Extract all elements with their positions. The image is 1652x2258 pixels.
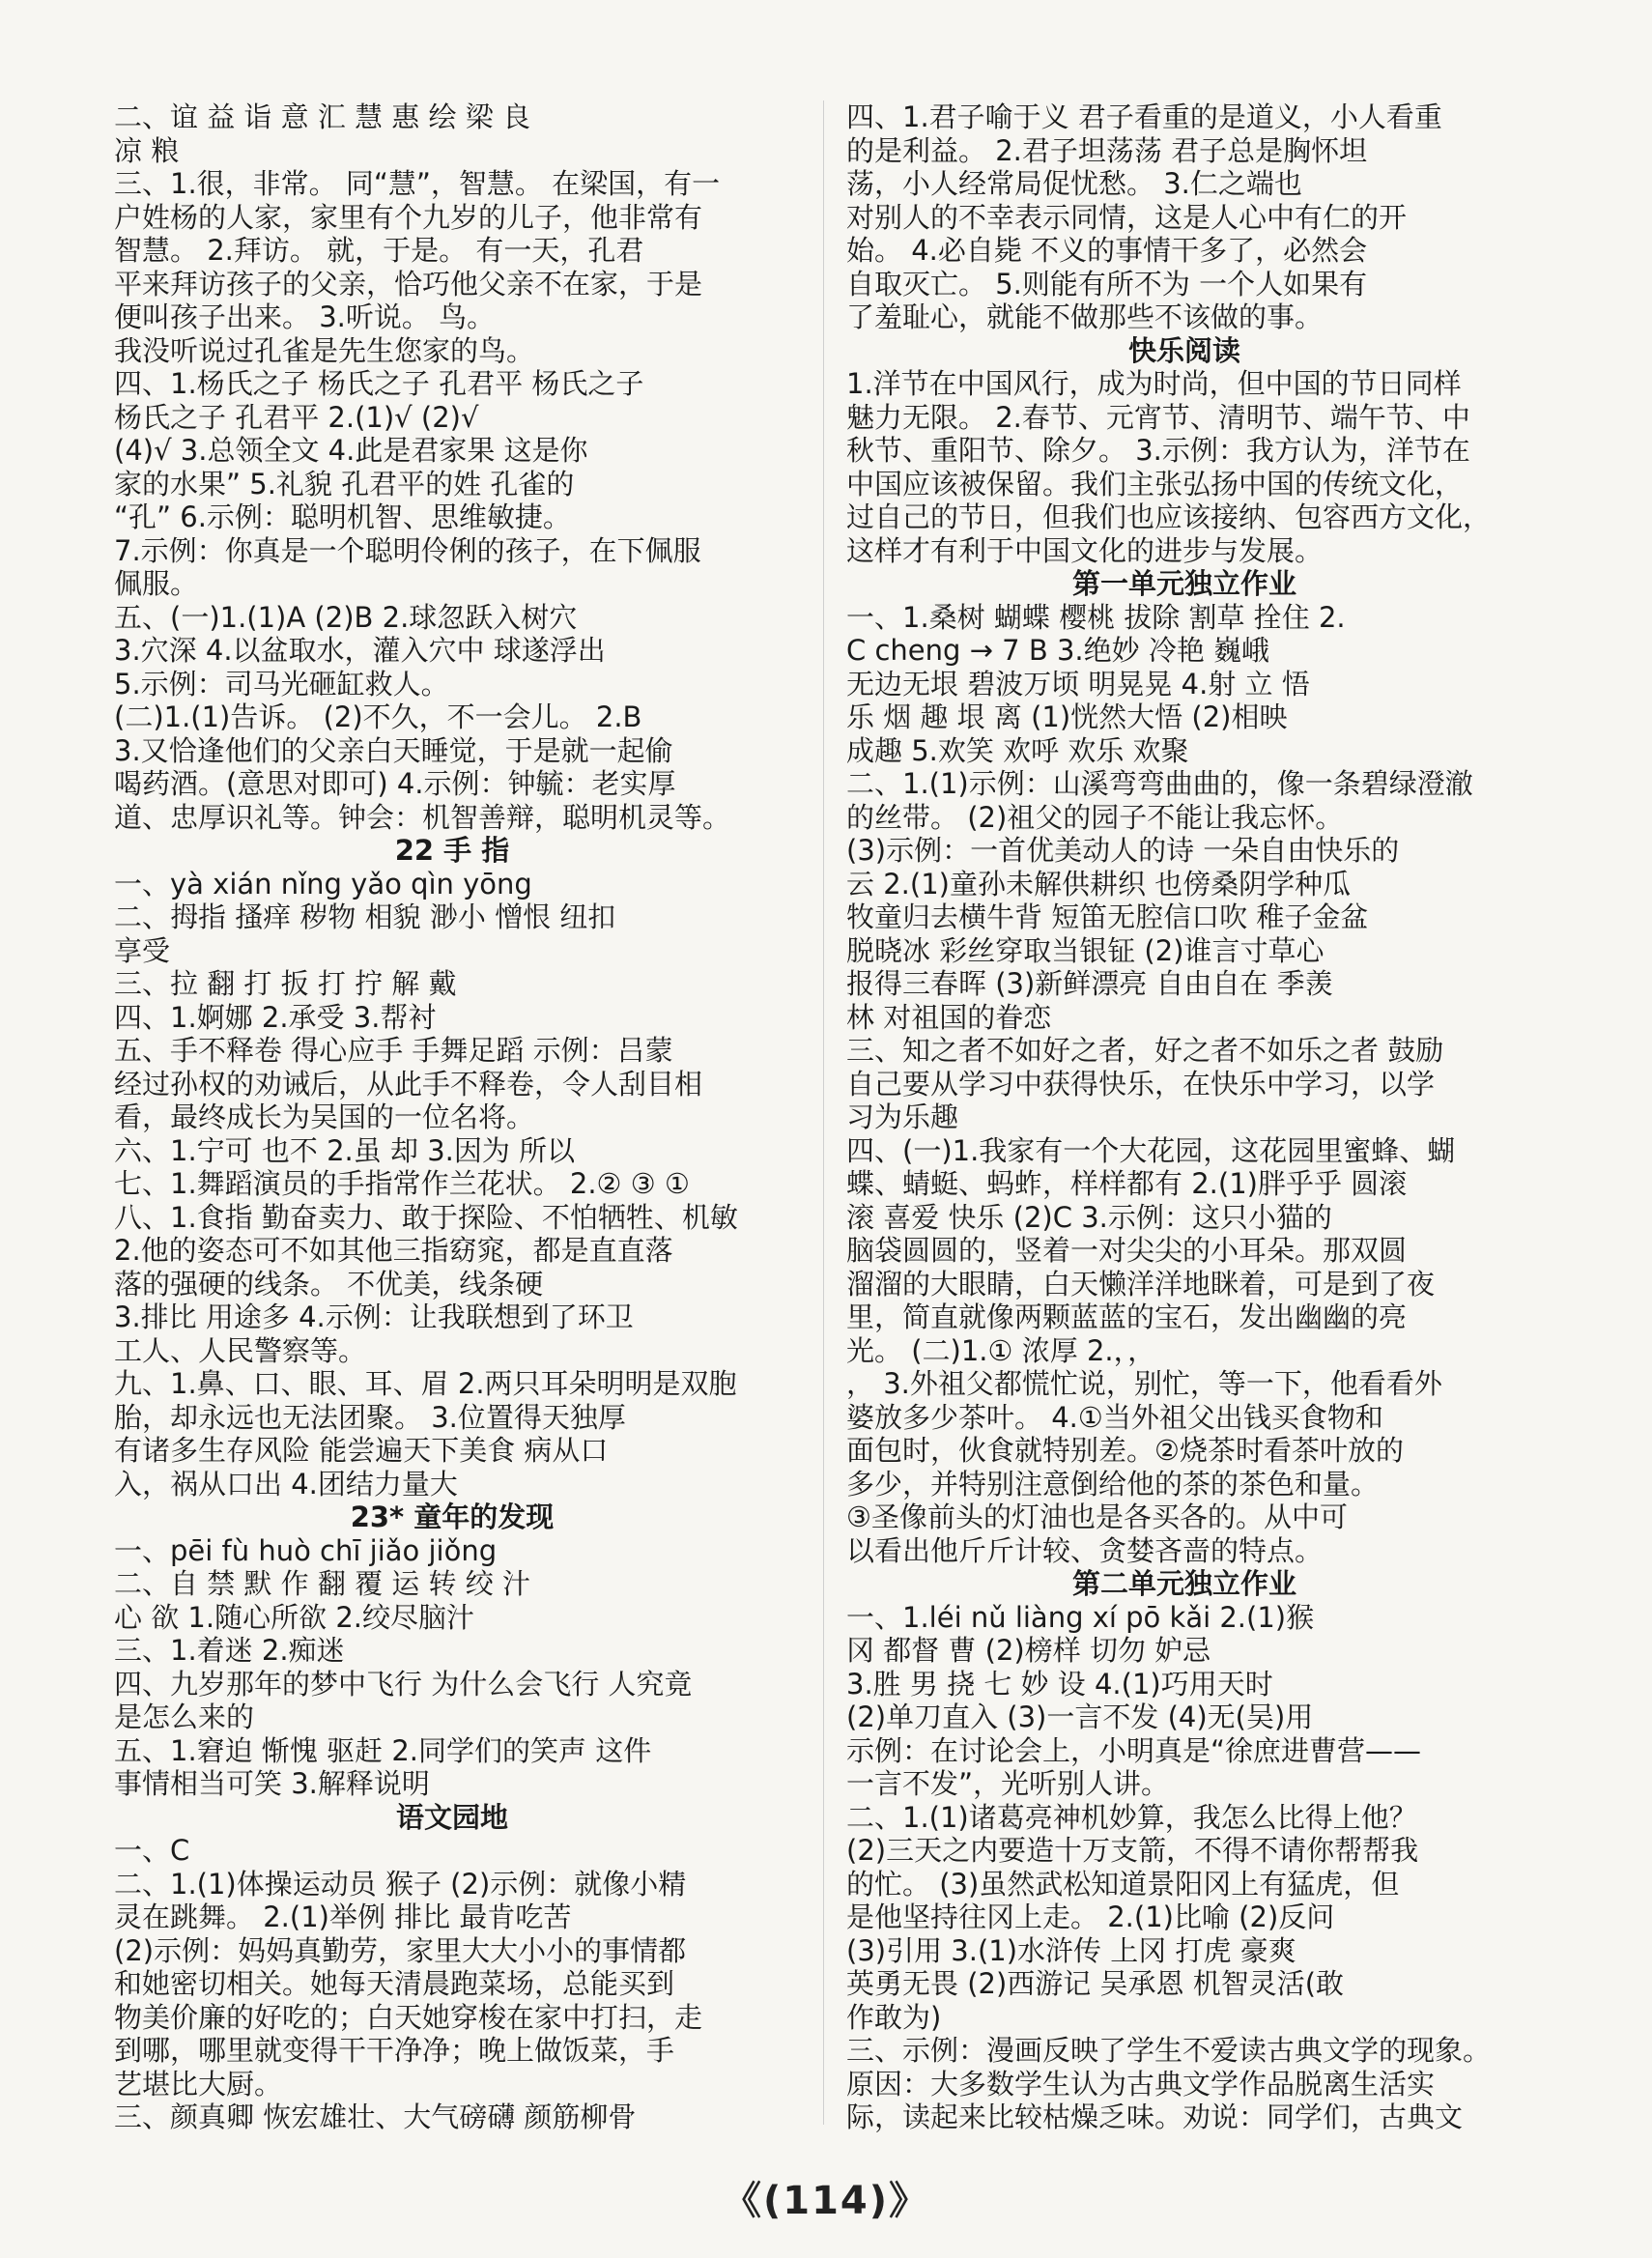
answer-line: 胎，却永远也无法团聚。 3.位置得天独厚 — [114, 1400, 626, 1434]
answer-line: 际，读起来比较枯燥乏味。劝说：同学们，古典文 — [846, 2101, 1464, 2133]
answer-line: 一、C — [114, 1834, 190, 1867]
answer-line: 是他坚持往冈上走。 2.(1)比喻 (2)反问 — [846, 1901, 1335, 1933]
answer-line: 四、九岁那年的梦中飞行 为什么会飞行 人究竟 — [114, 1667, 693, 1701]
answer-line: 习为乐趣 — [846, 1100, 959, 1133]
answer-line: 中国应该被保留。我们主张弘扬中国的传统文化， — [846, 467, 1464, 500]
right-column — [846, 100, 1523, 2134]
answer-line: 的丝带。 (2)祖父的园子不能让我忘怀。 — [846, 800, 1344, 834]
answer-line: 婆放多少茶叶。 4.①当外祖父出钱买食物和 — [846, 1400, 1383, 1434]
answer-line: 过自己的节日，但我们也应该接纳、包容西方文化， — [846, 500, 1492, 533]
answer-line: 到哪，哪里就变得干干净净；晚上做饭菜，手 — [114, 2034, 675, 2067]
answer-line: 三、1.很，非常。 同“慧”，智慧。 在梁国，有一 — [114, 167, 721, 200]
answer-line: 佩服。 — [114, 567, 199, 600]
answer-line: 八、1.食指 勤奋卖力、敢于探险、不怕牺牲、机敏 — [114, 1200, 738, 1234]
answer-line: 一言不发”，光听别人讲。 — [846, 1767, 1170, 1800]
answer-line: 乐 烟 趣 垠 离 (1)恍然大悟 (2)相映 — [846, 700, 1288, 733]
answer-line: 原因：大多数学生认为古典文学作品脱离生活实 — [846, 2067, 1436, 2101]
left-column — [114, 100, 790, 2134]
answer-line: 无边无垠 碧波万顷 明晃晃 4.射 立 悟 — [846, 667, 1310, 700]
answer-line: 里，简直就像两颗蓝蓝的宝石，发出幽幽的亮 — [846, 1300, 1408, 1333]
answer-line: 九、1.鼻、口、眼、耳、眉 2.两只耳朵明明是双胞 — [114, 1367, 737, 1400]
answer-line: 入，祸从口出 4.团结力量大 — [114, 1467, 458, 1501]
answer-line: 成趣 5.欢笑 欢呼 欢乐 欢聚 — [846, 733, 1189, 767]
answer-line: 一、yà xián nǐng yǎo qìn yōng — [114, 867, 532, 900]
answer-line: 享受 — [114, 933, 171, 967]
answer-line: 3.穴深 4.以盆取水，灌入穴中 球遂浮出 — [114, 634, 606, 667]
answer-line: 报得三春晖 (3)新鲜漂亮 自由自在 季羡 — [846, 967, 1333, 1000]
answer-line: 道、忠厚识礼等。钟会：机智善辩，聪明机灵等。 — [114, 800, 731, 834]
answer-line: 这样才有利于中国文化的进步与发展。 — [846, 533, 1324, 567]
answer-line: 二、谊 益 诣 意 汇 慧 惠 绘 梁 良 — [114, 100, 530, 133]
answer-line: 蝶、蜻蜓、蚂蚱，样样都有 2.(1)胖乎乎 圆滚 — [846, 1167, 1408, 1200]
answer-line: 脱晓冰 彩丝穿取当银钲 (2)谁言寸草心 — [846, 933, 1324, 967]
answer-line: 面包时，伙食就特别差。②烧茶时看茶叶放的 — [846, 1434, 1404, 1467]
answer-line: 便叫孩子出来。 3.听说。 鸟。 — [114, 300, 496, 333]
answer-line: 光。 (二)1.① 浓厚 2.，， — [846, 1333, 1156, 1367]
answer-line: 一、1.桑树 蝴蝶 樱桃 拔除 割草 拴住 2. — [846, 600, 1346, 634]
answer-line: 三、颜真卿 恢宏雄壮、大气磅礴 颜筋柳骨 — [114, 2101, 637, 2133]
answer-line: (二)1.(1)告诉。 (2)不久，不一会儿。 2.B — [114, 700, 642, 733]
answer-line: 智慧。 2.拜访。 就，于是。 有一天，孔君 — [114, 234, 644, 267]
answer-line: 灵在跳舞。 2.(1)举例 排比 最肯吃苦 — [114, 1901, 572, 1933]
answer-line: 平来拜访孩子的父亲，恰巧他父亲不在家，于是 — [114, 267, 703, 300]
answer-line: 作敢为) — [846, 2000, 942, 2034]
answer-line: 工人、人民警察等。 — [114, 1333, 367, 1367]
answer-line: 心 欲 1.随心所欲 2.绞尽脑汁 — [114, 1600, 474, 1634]
answer-line: 二、1.(1)示例：山溪弯弯曲曲的，像一条碧绿澄澈 — [846, 767, 1473, 800]
answer-line: 喝药酒。(意思对即可) 4.示例：钟毓：老实厚 — [114, 767, 676, 800]
answer-line: 五、1.窘迫 惭愧 驱赶 2.同学们的笑声 这件 — [114, 1733, 652, 1767]
answer-line: 英勇无畏 (2)西游记 吴承恩 机智灵活(敢 — [846, 1967, 1345, 2000]
answer-line: (2)示例：妈妈真勤劳，家里大大小小的事情都 — [114, 1933, 687, 1967]
answer-line: (3)示例：一首优美动人的诗 一朵自由快乐的 — [846, 834, 1400, 867]
answer-line: 了羞耻心，就能不做那些不该做的事。 — [846, 300, 1324, 333]
answer-line: 户姓杨的人家，家里有个九岁的儿子，他非常有 — [114, 200, 703, 234]
answer-line: 四、1.杨氏之子 杨氏之子 孔君平 杨氏之子 — [114, 367, 644, 400]
page-number: 《(114)》 — [722, 2179, 930, 2223]
answer-line: 家的水果” 5.礼貌 孔君平的姓 孔雀的 — [114, 467, 575, 500]
answer-line: 艺堪比大厨。 — [114, 2067, 283, 2101]
answer-line: 牧童归去横牛背 短笛无腔信口吹 稚子金盆 — [846, 900, 1369, 933]
answer-line: 5.示例：司马光砸缸救人。 — [114, 667, 449, 700]
section-heading: 第一单元独立作业 — [1071, 567, 1296, 600]
answer-line: 溜溜的大眼睛，白天懒洋洋地眯着，可是到了夜 — [846, 1267, 1436, 1300]
answer-line: 四、1.婀娜 2.承受 3.帮衬 — [114, 1000, 437, 1034]
answer-line: 自己要从学习中获得快乐，在快乐中学习，以学 — [846, 1067, 1436, 1100]
answer-line: 魅力无限。 2.春节、元宵节、清明节、端午节、中 — [846, 400, 1470, 434]
answer-line: 一、1.léi nǔ liàng xí pō kǎi 2.(1)猴 — [846, 1600, 1315, 1634]
answer-line: 七、1.舞蹈演员的手指常作兰花状。 2.② ③ ① — [114, 1167, 690, 1200]
section-heading: 语文园地 — [395, 1800, 508, 1834]
answer-line: 二、拇指 搔痒 秽物 相貌 渺小 憎恨 纽扣 — [114, 900, 616, 933]
answer-line: 二、1.(1)诸葛亮神机妙算，我怎么比得上他？ — [846, 1800, 1417, 1834]
answer-line: “孔” 6.示例：聪明机智、思维敏捷。 — [114, 500, 571, 533]
answer-line: 杨氏之子 孔君平 2.(1)√ (2)√ — [114, 400, 479, 434]
answer-line: 自取灭亡。 5.则能有所不为 一个人如果有 — [846, 267, 1368, 300]
answer-line: 凉 粮 — [114, 133, 180, 167]
answer-line: 以看出他斤斤计较、贪婪吝啬的特点。 — [846, 1533, 1324, 1567]
section-heading: 22 手 指 — [394, 834, 510, 867]
answer-line: (2)单刀直入 (3)一言不发 (4)无(吴)用 — [846, 1701, 1314, 1733]
answer-line: 经过孙权的劝诫后，从此手不释卷，令人刮目相 — [114, 1067, 703, 1100]
answer-line: 1.洋节在中国风行，成为时尚，但中国的节日同样 — [846, 367, 1462, 400]
answer-line: 林 对祖国的眷恋 — [846, 1000, 1052, 1034]
answer-line: 示例：在讨论会上，小明真是“徐庶进曹营—— — [846, 1733, 1422, 1767]
answer-line: 三、拉 翻 打 扳 打 拧 解 戴 — [114, 967, 457, 1000]
answer-line: 二、1.(1)体操运动员 猴子 (2)示例：就像小精 — [114, 1867, 687, 1901]
answer-line: 有诸多生存风险 能尝遍天下美食 病从口 — [114, 1434, 609, 1467]
answer-line: (3)引用 3.(1)水浒传 上冈 打虎 豪爽 — [846, 1933, 1296, 1967]
column-divider — [823, 100, 824, 2125]
answer-line: 一、pēi fù huò chī jiǎo jiǒng — [114, 1533, 498, 1567]
answer-line: C cheng → 7 B 3.绝妙 冷艳 巍峨 — [846, 634, 1270, 667]
answer-line: 2.他的姿态可不如其他三指窈窕，都是直直落 — [114, 1234, 673, 1267]
answer-line: 脑袋圆圆的，竖着一对尖尖的小耳朵。那双圆 — [846, 1234, 1408, 1267]
answer-line: 冈 都督 曹 (2)榜样 切勿 妒忌 — [846, 1634, 1211, 1667]
answer-line: 对别人的不幸表示同情，这是人心中有仁的开 — [846, 200, 1408, 234]
answer-line: 和她密切相关。她每天清晨跑菜场，总能买到 — [114, 1967, 675, 2000]
answer-line: 秋节、重阳节、除夕。 3.示例：我方认为，洋节在 — [846, 434, 1470, 467]
answer-line: 3.排比 用途多 4.示例：让我联想到了环卫 — [114, 1300, 634, 1333]
answer-line: 物美价廉的好吃的；白天她穿梭在家中打扫，走 — [114, 2000, 703, 2034]
answer-line: 三、知之者不如好之者，好之者不如乐之者 鼓励 — [846, 1034, 1444, 1067]
answer-line: 五、(一)1.(1)A (2)B 2.球忽跃入树穴 — [114, 600, 578, 634]
answer-line: 三、1.着迷 2.痴迷 — [114, 1634, 345, 1667]
answer-line: 的忙。 (3)虽然武松知道景阳冈上有猛虎，但 — [846, 1867, 1400, 1901]
answer-line: 事情相当可笑 3.解释说明 — [114, 1767, 430, 1800]
answer-line: (2)三天之内要造十万支箭，不得不请你帮帮我 — [846, 1834, 1419, 1867]
answer-line: 3.胜 男 挠 七 妙 设 4.(1)巧用天时 — [846, 1667, 1273, 1701]
section-heading: 23* 童年的发现 — [350, 1501, 555, 1533]
answer-line: 多少，并特别注意倒给他的茶的茶色和量。 — [846, 1467, 1380, 1501]
answer-line: 我没听说过孔雀是先生您家的鸟。 — [114, 333, 535, 367]
answer-line: ， 3.外祖父都慌忙说，别忙，等一下，他看看外 — [846, 1367, 1442, 1400]
answer-line: 四、(一)1.我家有一个大花园，这花园里蜜蜂、蝴 — [846, 1133, 1456, 1167]
answer-line: 五、手不释卷 得心应手 手舞足蹈 示例：吕蒙 — [114, 1034, 673, 1067]
section-heading: 快乐阅读 — [1127, 333, 1240, 367]
answer-line: 是怎么来的 — [114, 1701, 255, 1733]
answer-line: 滚 喜爱 快乐 (2)C 3.示例：这只小猫的 — [846, 1200, 1332, 1234]
answer-line: 荡，小人经常局促忧愁。 3.仁之端也 — [846, 167, 1302, 200]
answer-line: 三、示例：漫画反映了学生不爱读古典文学的现象。 — [846, 2034, 1492, 2067]
answer-line: 7.示例：你真是一个聪明伶俐的孩子，在下佩服 — [114, 533, 701, 567]
answer-line: 云 2.(1)童孙未解供耕织 也傍桑阴学种瓜 — [846, 867, 1352, 900]
answer-line: 六、1.宁可 也不 2.虽 却 3.因为 所以 — [114, 1133, 576, 1167]
answer-line: 二、自 禁 默 作 翻 覆 运 转 绞 汁 — [114, 1567, 530, 1600]
answer-line: 3.又恰逢他们的父亲白天睡觉，于是就一起偷 — [114, 733, 673, 767]
answer-line: ③圣像前头的灯油也是各买各的。从中可 — [846, 1501, 1348, 1533]
answer-line: (4)√ 3.总领全文 4.此是君家果 这是你 — [114, 434, 588, 467]
answer-line: 看，最终成长为吴国的一位名将。 — [114, 1100, 535, 1133]
answer-line: 始。 4.必自毙 不义的事情干多了，必然会 — [846, 234, 1368, 267]
answer-line: 四、1.君子喻于义 君子看重的是道义，小人看重 — [846, 100, 1442, 133]
answer-line: 的是利益。 2.君子坦荡荡 君子总是胸怀坦 — [846, 133, 1368, 167]
section-heading: 第二单元独立作业 — [1071, 1567, 1296, 1600]
answer-line: 落的强硬的线条。 不优美，线条硬 — [114, 1267, 544, 1300]
